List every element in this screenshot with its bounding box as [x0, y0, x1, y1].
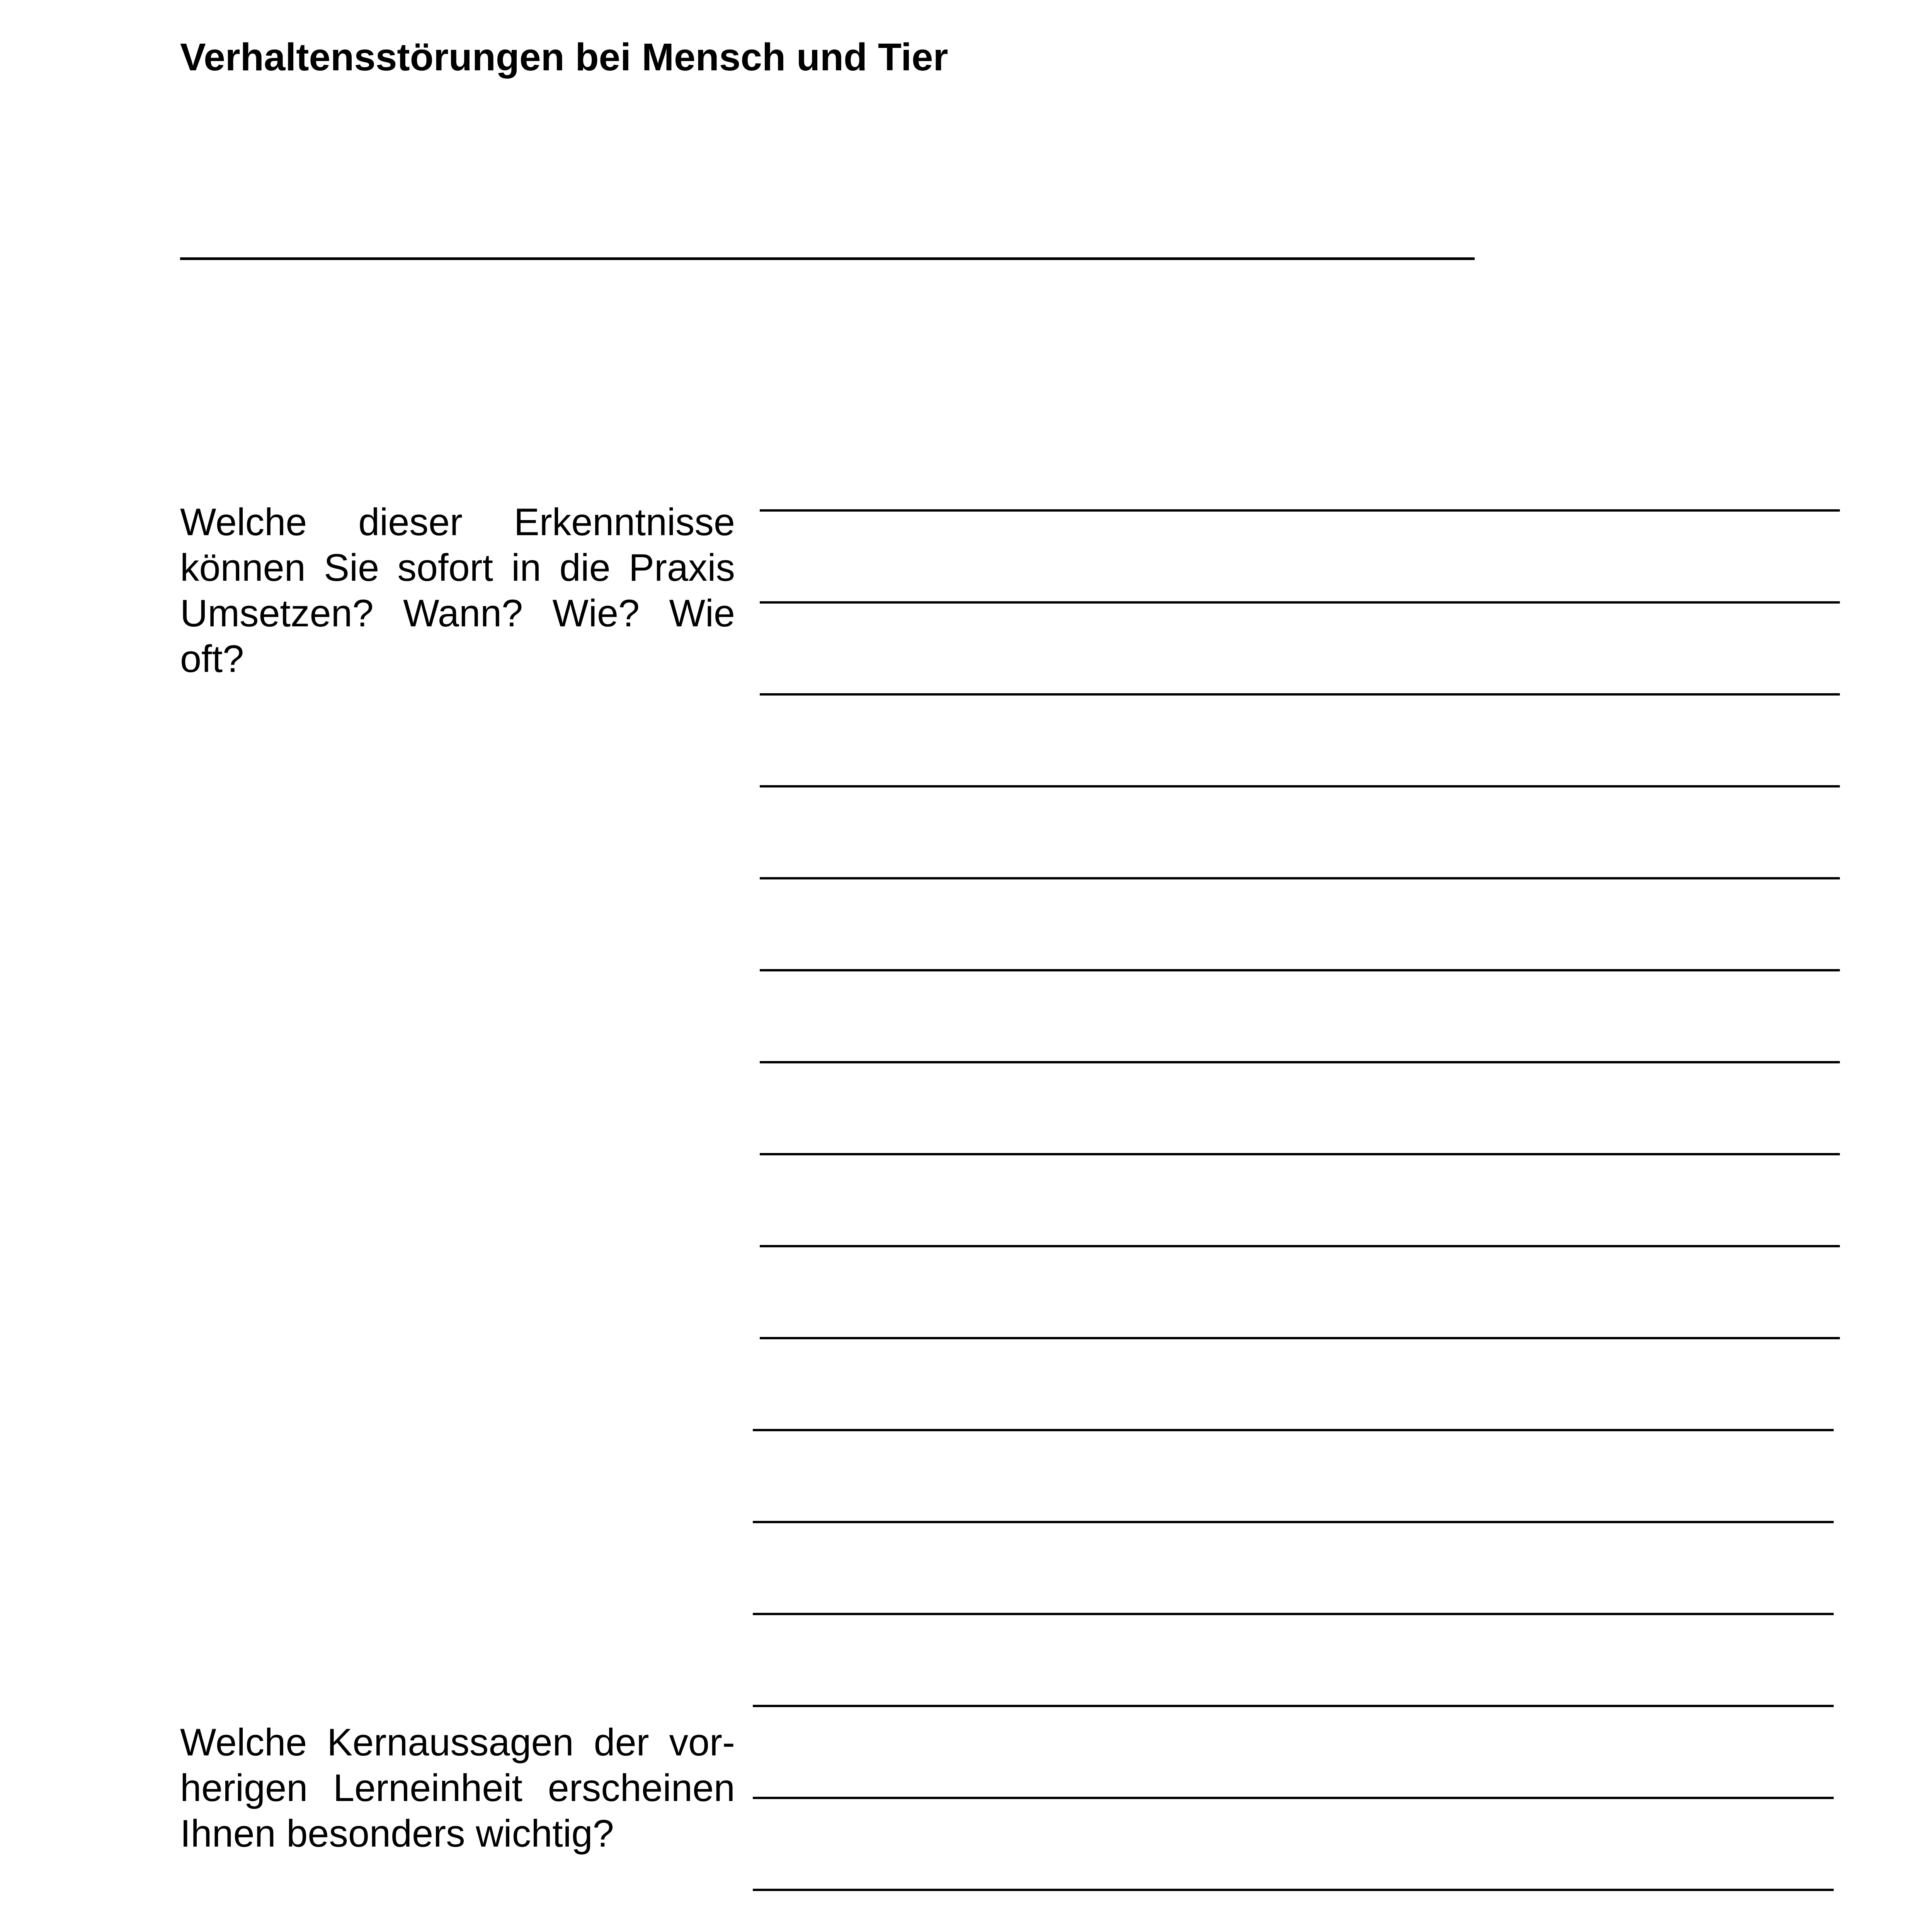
- answer-line: [760, 601, 1840, 604]
- answer-line: [753, 1889, 1834, 1891]
- answer-line: [760, 509, 1840, 512]
- title-divider: [180, 257, 1475, 260]
- answer-line: [753, 1429, 1834, 1431]
- answer-line: [753, 1613, 1834, 1615]
- question-practice: Welche dieser Erkenntnisse können Sie sofort in die Praxis Umsetzen? Wann? Wie? Wie oft?: [180, 500, 735, 680]
- answer-line: [753, 1521, 1834, 1523]
- answer-line: [760, 1061, 1840, 1063]
- answer-line: [760, 877, 1840, 879]
- answer-line: [760, 785, 1840, 787]
- page-title: Verhaltensstörungen bei Mensch und Tier: [180, 36, 948, 79]
- answer-line: [760, 693, 1840, 696]
- answer-line: [760, 1153, 1840, 1155]
- question-key-statements: Welche Kernaussagen der vorherigen Lerneinheit erscheinen Ihnen besonders wichtig?: [180, 1721, 735, 1855]
- answer-line: [760, 1245, 1840, 1247]
- answer-line: [753, 1797, 1834, 1799]
- answer-line: [753, 1705, 1834, 1707]
- answer-line: [760, 1337, 1840, 1339]
- answer-line: [760, 969, 1840, 971]
